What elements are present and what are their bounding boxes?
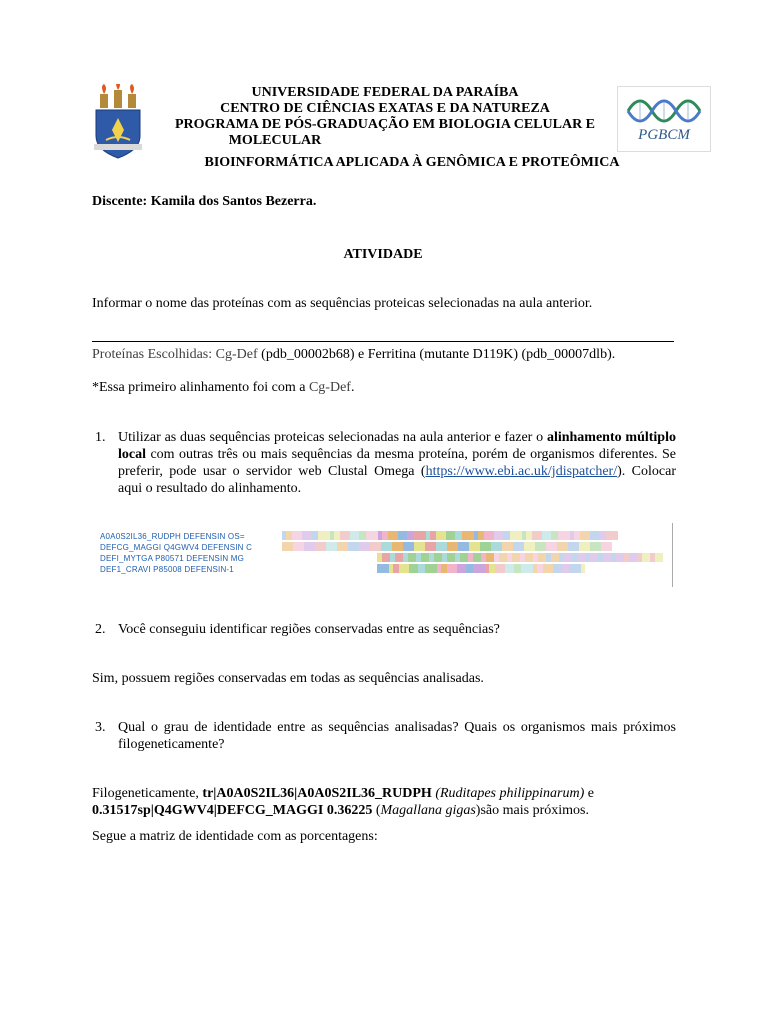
residue-block: [425, 564, 437, 573]
residue-block: [311, 531, 318, 540]
residue-block: [434, 553, 442, 562]
alignment-label: DEFCG_MAGGI Q4GWV4 DEFENSIN C: [100, 543, 253, 552]
alignment-row: [282, 531, 664, 540]
residue-block: [579, 542, 590, 551]
residue-block: [642, 553, 650, 562]
residue-block: [590, 553, 598, 562]
pgbcm-logo: [617, 86, 711, 152]
residue-block: [469, 542, 480, 551]
header-line-2: CENTRO DE CIÊNCIAS EXATAS E DA NATUREZA: [220, 101, 550, 116]
alignment-row: [282, 542, 664, 551]
alignment-label: DEF1_CRAVI P85008 DEFENSIN-1: [100, 565, 234, 574]
page-title: ATIVIDADE: [343, 247, 423, 262]
q1-text-a: Utilizar as duas sequências proteicas selecionadas na aula anterior e fazer o: [118, 430, 547, 445]
residue-block: [551, 553, 559, 562]
q2-text: Você conseguiu identificar regiões conservadas entre as sequências?: [118, 622, 500, 637]
residue-block: [590, 531, 599, 540]
header-line-5: BIOINFORMÁTICA APLICADA À GENÔMICA E PROTEÔMICA: [204, 155, 620, 170]
residue-block: [514, 564, 521, 573]
residue-block: [408, 553, 416, 562]
residue-block: [403, 542, 414, 551]
residue-block: [616, 553, 624, 562]
residue-block: [599, 531, 606, 540]
residue-block: [535, 542, 546, 551]
note-suffix: .: [350, 380, 355, 395]
clustal-omega-link[interactable]: https://www.ebi.ac.uk/jdispatcher/: [425, 464, 618, 479]
residue-block: [581, 564, 585, 573]
residue-block: [455, 531, 462, 540]
residue-block: [436, 531, 446, 540]
header-line-1: UNIVERSIDADE FEDERAL DA PARAÍBA: [251, 85, 519, 100]
residue-block: [409, 564, 418, 573]
q1-text-bold: alinhamento múltiplo local: [118, 430, 676, 462]
q1-text-c: ). Colocar aqui o resultado do alinhamento.: [118, 464, 676, 496]
residue-block: [499, 553, 507, 562]
residue-block: [603, 553, 611, 562]
residue-block: [553, 564, 562, 573]
residue-block: [348, 542, 359, 551]
residue-block: [505, 564, 514, 573]
residue-block: [512, 553, 520, 562]
residue-block: [457, 564, 466, 573]
answer-3: Filogeneticamente, tr|A0A0S2IL36|A0A0S2IL36_RUDPH (Ruditapes philippinarum) e 0.31517sp|Q4GWV4|DEFCG_MAGGI 0.36225 (Magallana gigas)são mais próximos.: [92, 786, 594, 818]
q3-text: Qual o grau de identidade entre as sequências analisadas? Quais os organismos mais próximos filogeneticamente?: [118, 720, 676, 752]
residue-block: [377, 564, 389, 573]
residue-block: [577, 553, 585, 562]
residue-block: [282, 542, 293, 551]
residue-block: [473, 564, 485, 573]
residue-block: [315, 542, 326, 551]
residue-block: [414, 542, 425, 551]
residue-block: [460, 553, 468, 562]
residue-block: [293, 542, 304, 551]
residue-block: [557, 542, 568, 551]
residue-block: [425, 542, 436, 551]
residue-block: [524, 542, 535, 551]
residue-block: [407, 531, 414, 540]
residue-block: [491, 542, 502, 551]
residue-block: [569, 564, 581, 573]
divider-line: [92, 341, 674, 342]
residue-block: [292, 531, 302, 540]
student-name: Discente: Kamila dos Santos Bezerra.: [92, 194, 317, 209]
residue-block: [392, 542, 403, 551]
alignment-image: [92, 523, 673, 587]
residue-block: [590, 542, 601, 551]
residue-block: [370, 542, 381, 551]
residue-block: [458, 542, 469, 551]
residue-block: [525, 553, 533, 562]
matrix-intro: Segue a matriz de identidade com as porcentagens:: [92, 829, 378, 844]
alignment-label: DEFI_MYTGA P80571 DEFENSIN MG: [100, 554, 245, 563]
residue-block: [568, 542, 579, 551]
q3-number: 3.: [95, 720, 106, 735]
residue-block: [418, 564, 425, 573]
residue-block: [562, 564, 569, 573]
residue-block: [447, 553, 455, 562]
residue-block: [486, 553, 494, 562]
residue-block: [446, 531, 455, 540]
residue-block: [359, 531, 366, 540]
residue-block: [473, 553, 481, 562]
residue-block: [494, 531, 503, 540]
protein-1-name: Cg-Def: [215, 347, 258, 362]
residue-block: [551, 531, 558, 540]
residue-block: [542, 531, 551, 540]
residue-block: [480, 542, 491, 551]
residue-block: [395, 553, 403, 562]
residue-block: [503, 531, 510, 540]
residue-block: [564, 553, 572, 562]
note-protein: Cg-Def: [308, 380, 351, 395]
residue-block: [462, 531, 474, 540]
note-prefix: *Essa primeiro alinhamento foi com a: [92, 380, 309, 395]
residue-block: [521, 564, 533, 573]
chosen-proteins-label: Proteínas Escolhidas:: [92, 347, 216, 362]
residue-block: [337, 542, 348, 551]
alignment-row: [282, 564, 664, 573]
residue-block: [340, 531, 350, 540]
q2-number: 2.: [95, 622, 106, 637]
residue-block: [381, 542, 392, 551]
residue-block: [513, 542, 524, 551]
alignment-sequences: [282, 529, 664, 585]
residue-block: [601, 542, 612, 551]
alignment-labels: [100, 531, 252, 575]
residue-block: [447, 564, 457, 573]
residue-block: [466, 564, 473, 573]
residue-block: [359, 542, 370, 551]
pgbcm-logo-text: PGBCM: [638, 127, 690, 143]
residue-block: [502, 542, 513, 551]
residue-block: [532, 531, 542, 540]
residue-block: [302, 531, 311, 540]
q1-text-b: com outras três ou mais sequências da mesma proteína, porém de organismos diferentes. Se preferir, pode usar o servidor web Clustal Omega (: [118, 447, 676, 479]
alignment-row: [282, 553, 664, 562]
residue-block: [629, 553, 637, 562]
residue-block: [495, 564, 505, 573]
residue-block: [304, 542, 315, 551]
header-line-4: MOLECULAR: [228, 133, 322, 148]
residue-block: [538, 553, 546, 562]
residue-block: [414, 531, 426, 540]
alignment-label: A0A0S2IL36_RUDPH DEFENSIN OS=: [100, 532, 245, 541]
intro-text: Informar o nome das proteínas com as sequências proteicas selecionadas na aula anterior.: [92, 296, 593, 311]
residue-block: [655, 553, 663, 562]
alignment-note: [92, 379, 354, 396]
residue-block: [388, 531, 398, 540]
residue-block: [510, 531, 522, 540]
residue-block: [436, 542, 447, 551]
residue-block: [546, 542, 557, 551]
ufpb-logo: [92, 84, 144, 160]
residue-block: [398, 531, 407, 540]
residue-block: [606, 531, 618, 540]
residue-block: [447, 542, 458, 551]
answer-2: Sim, possuem regiões conservadas em todas as sequências analisadas.: [92, 671, 484, 686]
residue-block: [350, 531, 359, 540]
residue-block: [366, 531, 378, 540]
residue-block: [580, 531, 590, 540]
residue-block: [399, 564, 409, 573]
residue-block: [484, 531, 494, 540]
residue-block: [421, 553, 429, 562]
chosen-proteins: [92, 346, 615, 363]
q1-number: 1.: [95, 430, 106, 445]
q1-text: [118, 429, 676, 497]
residue-block: [382, 553, 390, 562]
residue-block: [543, 564, 553, 573]
residue-block: [558, 531, 570, 540]
header-line-3: PROGRAMA DE PÓS-GRADUAÇÃO EM BIOLOGIA CELULAR E: [174, 117, 596, 132]
residue-block: [318, 531, 330, 540]
residue-block: [326, 542, 337, 551]
proteins-rest: (pdb_00002b68) e Ferritina (mutante D119K) (pdb_00007dlb).: [257, 347, 616, 362]
